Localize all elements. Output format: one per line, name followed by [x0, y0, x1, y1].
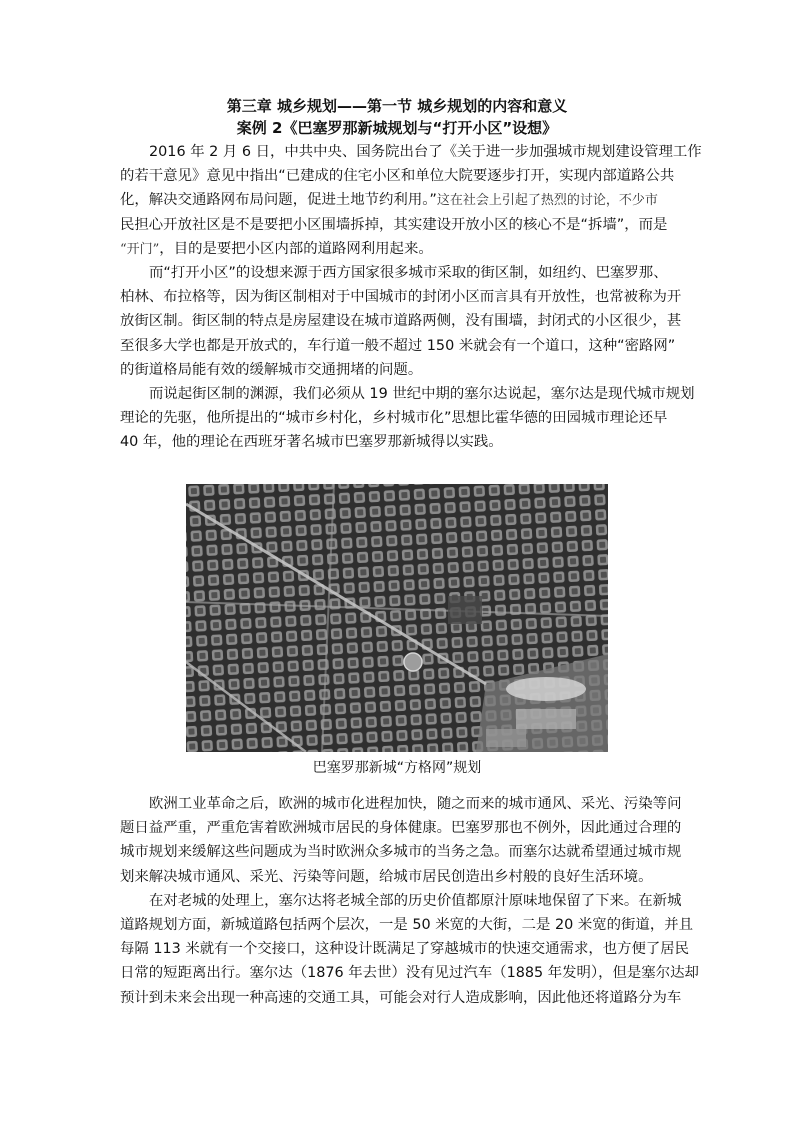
text-run: 化，解决交通路网布局问题，促进土地节约利用。” [120, 192, 437, 209]
paragraph-line: 40 年，他的理论在西班牙著名城市巴塞罗那新城得以实践。 [120, 434, 503, 451]
paragraph-line: 划来解决城市通风、采光、污染等问题，给城市居民创造出乡村般的良好生活环境。 [120, 868, 653, 885]
paragraph-line: 而“打开小区”的设想来源于西方国家很多城市采取的街区制，如纽约、巴塞罗那、 [149, 264, 668, 281]
paragraph-line: 至很多大学也都是开放式的，车行道一般不超过 150 米就会有一个道口，这种“密路网” [120, 337, 676, 354]
continuation-text-block [120, 792, 699, 1010]
paragraph-line: 柏林、布拉格等，因为街区制相对于中国城市的封闭小区而言具有开放性，也常被称为开 [120, 289, 682, 306]
paragraph-line: 放街区制。街区制的特点是房屋建设在城市道路两侧，没有围墙，封闭式的小区很少，甚 [120, 313, 682, 330]
text-run: “开门” [120, 241, 160, 257]
paragraph-line: 每隔 113 米就有一个交接口，这种设计既满足了穿越城市的快速交通需求，也方便了居民 [120, 941, 690, 958]
text-run: ，目的是要把小区内部的道路网利用起来。 [159, 240, 433, 257]
paragraph-line: 理论的先驱，他所提出的“城市乡村化，乡村城市化”思想比霍华德的田园城市理论还早 [120, 410, 668, 427]
figure-caption: 巴塞罗那新城“方格网”规划 [312, 760, 482, 776]
paragraph-line: 在对老城的处理上，塞尔达将老城全部的历史价值都原汁原味地保留了下来。在新城 [149, 892, 682, 909]
paragraph-line: 日常的短距离出行。塞尔达（1876 年去世）没有见过汽车（1885 年发明），但是塞尔达却 [120, 965, 699, 982]
paragraph-line: 的若干意见》意见中指出“已建成的住宅小区和单位大院要逐步打开，实现内部道路公共 [120, 168, 675, 185]
paragraph-line [120, 237, 674, 261]
city-grid-svg [186, 484, 608, 752]
text-run: 这在社会上引起了热烈的讨论，不少市 [436, 193, 658, 209]
case-title: 案例 2《巴塞罗那新城规划与“打开小区”设想》 [236, 119, 558, 137]
paragraph-line: 预计到未来会出现一种高速的交通工具，可能会对行人造成影响，因此他还将道路分为车 [120, 989, 682, 1006]
paragraph-line: 城市规划来缓解这些问题成为当时欧洲众多城市的当务之急。而塞尔达就希望通过城市规 [120, 844, 682, 861]
aerial-city-grid-image [186, 484, 608, 752]
paragraph-line: 的街道格局能有效的缓解城市交通拥堵的问题。 [120, 361, 423, 378]
paragraph-line: 2016 年 2 月 6 日，中共中央、国务院出台了《关于进一步加强城市规划建设管理工作 [149, 144, 702, 160]
paragraph-line: 民担心开放社区是不是要把小区围墙拆掉，其实建设开放小区的核心不是“拆墙”，而是 [120, 216, 668, 233]
chapter-heading: 第三章 城乡规划——第一节 城乡规划的内容和意义 [226, 97, 568, 115]
paragraph-line: 道路规划方面，新城道路包括两个层次，一是 50 米宽的大街，二是 20 米宽的街道，并且 [120, 916, 693, 933]
paragraph-line: 而说起街区制的渊源，我们必须从 19 世纪中期的塞尔达说起，塞尔达是现代城市规划 [149, 385, 695, 402]
intro-text-block [120, 140, 702, 454]
paragraph-line: 欧洲工业革命之后，欧洲的城市化进程加快，随之而来的城市通风、采光、污染等问 [149, 796, 682, 812]
paragraph-line: 题日益严重，严重危害着欧洲城市居民的身体健康。巴塞罗那也不例外，因此通过合理的 [120, 820, 682, 837]
paragraph-line [120, 188, 674, 212]
